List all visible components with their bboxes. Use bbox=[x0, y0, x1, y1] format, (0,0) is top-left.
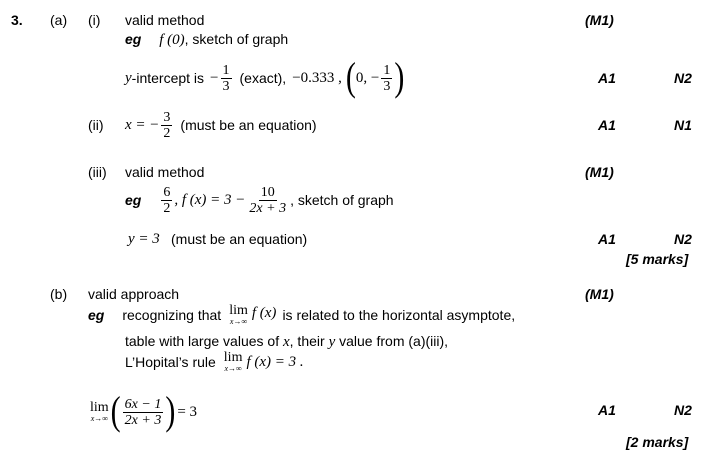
ai-frac-den: 3 bbox=[222, 78, 230, 94]
ai-fraction bbox=[221, 63, 232, 94]
ai-paren-close: ) bbox=[394, 55, 405, 100]
b-eg: eg bbox=[88, 307, 105, 323]
aii-mark-a1: A1 bbox=[598, 117, 616, 133]
aii-fraction bbox=[161, 110, 172, 141]
ai-eg: eg bbox=[125, 31, 142, 47]
b-lim-sub: x→∞ bbox=[229, 317, 248, 326]
b-table-mid: , their bbox=[289, 333, 325, 349]
aiii-method: valid method bbox=[125, 164, 205, 180]
b-mark-m1: (M1) bbox=[585, 286, 614, 302]
a-total-marks: [5 marks] bbox=[626, 251, 689, 267]
part-a-label: (a) bbox=[50, 12, 68, 28]
aiii-y-eq: y = 3 bbox=[128, 231, 160, 247]
aiii-den2: 2 bbox=[163, 200, 171, 216]
b-final-paren-open: ( bbox=[110, 389, 121, 434]
ai-yint-text: -intercept is bbox=[131, 70, 205, 86]
aiii-mark-m1: (M1) bbox=[585, 164, 614, 180]
aiii-note: (must be an equation) bbox=[171, 231, 308, 247]
b-final-paren-close: ) bbox=[165, 389, 176, 434]
ai-point-num: 1 bbox=[383, 62, 391, 78]
b-mark-a1: A1 bbox=[598, 402, 616, 418]
subpart-i-label: (i) bbox=[88, 12, 101, 28]
b-final-eq: = 3 bbox=[177, 404, 198, 420]
b-table-end: value from (a)(iii), bbox=[339, 333, 449, 349]
aii-line bbox=[125, 105, 317, 145]
aiii-mark-n2: N2 bbox=[674, 231, 692, 247]
ai-point: 0, − bbox=[355, 70, 380, 86]
aii-num: 3 bbox=[163, 109, 171, 125]
b-lim2-sub: x→∞ bbox=[224, 364, 242, 373]
ai-frac-num: 1 bbox=[222, 62, 230, 78]
aii-den: 2 bbox=[163, 125, 171, 141]
b-table-line bbox=[125, 333, 448, 350]
b-eg-line bbox=[88, 302, 515, 328]
b-final-den: 2x + 3 bbox=[124, 412, 162, 428]
ai-sketch: , sketch of graph bbox=[184, 31, 289, 47]
b-mark-n2: N2 bbox=[674, 402, 692, 418]
ai-y-var: y bbox=[125, 70, 132, 86]
b-y-var: y bbox=[328, 334, 336, 350]
aiii-fraction bbox=[247, 185, 288, 216]
b-approach: valid approach bbox=[88, 286, 180, 302]
ai-minus: − bbox=[210, 70, 219, 86]
subpart-ii-label: (ii) bbox=[88, 117, 104, 133]
b-final-line bbox=[88, 390, 197, 434]
b-lim bbox=[229, 304, 248, 326]
b-lhop-end: f (x) = 3 . bbox=[246, 354, 304, 370]
b-lim2-top: lim bbox=[223, 350, 243, 365]
aii-note: (must be an equation) bbox=[180, 117, 317, 133]
question-number: 3. bbox=[11, 12, 23, 28]
b-lhopital: L’Hopital’s rule bbox=[125, 354, 216, 370]
ai-mark-m1: (M1) bbox=[585, 12, 614, 28]
b-lim-top: lim bbox=[229, 303, 248, 318]
b-final-lim bbox=[90, 401, 109, 423]
b-final-lim-top: lim bbox=[90, 400, 109, 415]
b-recog-end: is related to the horizontal asymptote, bbox=[282, 307, 516, 323]
aiii-eg-line bbox=[125, 180, 394, 220]
ai-eg-line bbox=[125, 31, 288, 48]
b-final-num: 6x − 1 bbox=[124, 396, 162, 412]
aiii-mark-a1: A1 bbox=[598, 231, 616, 247]
b-lim2 bbox=[224, 351, 243, 373]
aii-x-eq: x = − bbox=[125, 117, 160, 133]
b-table-pre: table with large values of bbox=[125, 333, 280, 349]
aiii-fx: , f (x) = 3 − bbox=[174, 192, 246, 208]
ai-mark-a1: A1 bbox=[598, 70, 616, 86]
aiii-six-halves bbox=[161, 185, 172, 216]
b-recog: recognizing that bbox=[122, 307, 222, 323]
b-total-marks: [2 marks] bbox=[626, 434, 689, 450]
aiii-num6: 6 bbox=[163, 184, 171, 200]
ai-method: valid method bbox=[125, 12, 205, 28]
aiii-num10: 10 bbox=[260, 184, 275, 200]
b-lhopital-line bbox=[125, 349, 304, 375]
ai-point-den: 3 bbox=[383, 78, 391, 94]
ai-mark-n2: N2 bbox=[674, 70, 692, 86]
b-final-fraction bbox=[123, 397, 164, 428]
aii-mark-n1: N1 bbox=[674, 117, 692, 133]
b-x-var: x bbox=[282, 334, 290, 350]
aiii-den: 2x + 3 bbox=[249, 200, 287, 216]
aiii-eg: eg bbox=[125, 192, 142, 208]
ai-paren-open: ( bbox=[345, 55, 356, 100]
aiii-sketch: , sketch of graph bbox=[290, 192, 394, 208]
ai-point-fraction bbox=[381, 63, 392, 94]
ai-f0: f (0) bbox=[159, 32, 185, 48]
part-b-label: (b) bbox=[50, 286, 68, 302]
ai-exact: (exact), bbox=[239, 70, 287, 86]
b-fx: f (x) bbox=[251, 305, 277, 321]
b-final-lim-sub: x→∞ bbox=[90, 414, 108, 423]
ai-decimal: −0.333 , bbox=[292, 70, 342, 86]
subpart-iii-label: (iii) bbox=[88, 164, 107, 180]
ai-y-intercept-line bbox=[125, 55, 405, 100]
